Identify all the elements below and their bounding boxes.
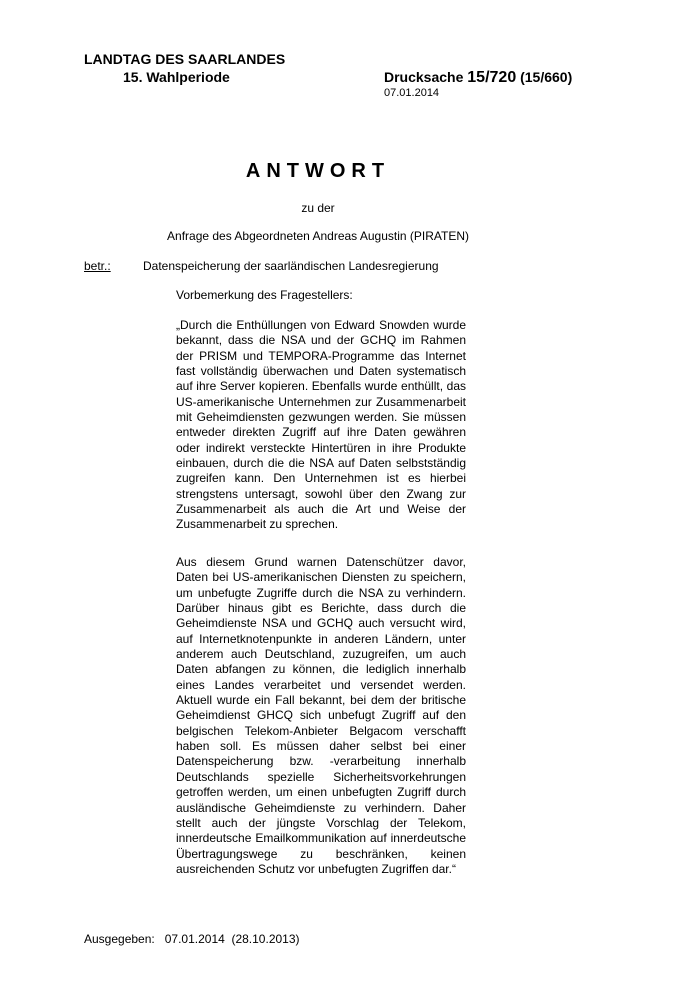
betr-subject: Datenspeicherung der saarländischen Landesregierung (143, 259, 439, 273)
legislative-period: 15. Wahlperiode (123, 69, 230, 85)
drucksache-reference: (15/660) (516, 69, 573, 85)
page-title: ANTWORT (245, 160, 391, 182)
betr-label: betr.: (84, 259, 111, 273)
drucksache-number (384, 69, 572, 87)
subtitle-anfrage: Anfrage des Abgeordneten Andreas Augustin (PIRATEN) (167, 229, 469, 243)
subtitle-zu: zu der (301, 201, 335, 215)
organization-name: LANDTAG DES SAARLANDES (84, 51, 286, 67)
document-date: 07.01.2014 (384, 87, 440, 99)
preface-paragraph-1: „Durch die Enthüllungen von Edward Snowden wurde bekannt, dass die NSA und der GCHQ im Rahmen der PRISM und TEMPORA-Programme das Internet fast vollständig überwachen und Daten systematisch auf ihre Server kopieren. Ebenfalls wurde enthüllt, das US-amerikanische Unternehmen zur Zusammenarbeit mit Geheimdiensten gezwungen werden. Sie müssen entweder direkten Zugriff auf ihre Daten gewähren oder indirekt versteckte Hintertüren in ihre Produkte einbauen, durch die die NSA auf Daten selbstständig zugreifen kann. Den Unternehmen ist es hierbei strengstens untersagt, sowohl über den Zwang zur Zusammenarbeit als auch die Art und Weise der Zusammenarbeit zu sprechen. (176, 318, 466, 532)
drucksache-label: Drucksache (384, 69, 468, 85)
drucksache-main-number: 15/720 (467, 69, 517, 86)
preface-heading: Vorbemerkung des Fragestellers: (176, 288, 353, 302)
preface-paragraph-2: Aus diesem Grund warnen Datenschützer davor, Daten bei US-amerikanischen Diensten zu speichern, um unbefugte Zugriffe durch die NSA zu verhindern. Darüber hinaus gibt es Berichte, dass durch die Geheimdienste NSA und GCHQ auch versucht wird, auf Internetknotenpunkte in anderen Ländern, unter anderem auch Deutschland, zuzugreifen, um auch Daten abfangen zu können, die lediglich innerhalb eines Landes verarbeitet und versendet werden. Aktuell wurde ein Fall bekannt, bei dem der britische Geheimdienst GHCQ sich unbefugt Zugriff auf den belgischen Telekom-Anbieter Belgacom verschafft haben soll. Es müssen daher selbst bei einer Datenspeicherung bzw. -verarbeitung innerhalb Deutschlands spezielle Sicherheitsvorkehrungen getroffen werden, um einen unbefugten Zugriff durch ausländische Geheimdienste zu verhindern. Daher stellt auch der jüngste Vorschlag der Telekom, innerdeutsche Emailkommunikation auf innerdeutsche Übertragungswege zu beschränken, keinen ausreichenden Schutz vor unbefugten Zugriffen dar.“ (176, 555, 466, 876)
footer-issued: Ausgegeben: 07.01.2014 (28.10.2013) (84, 932, 300, 946)
